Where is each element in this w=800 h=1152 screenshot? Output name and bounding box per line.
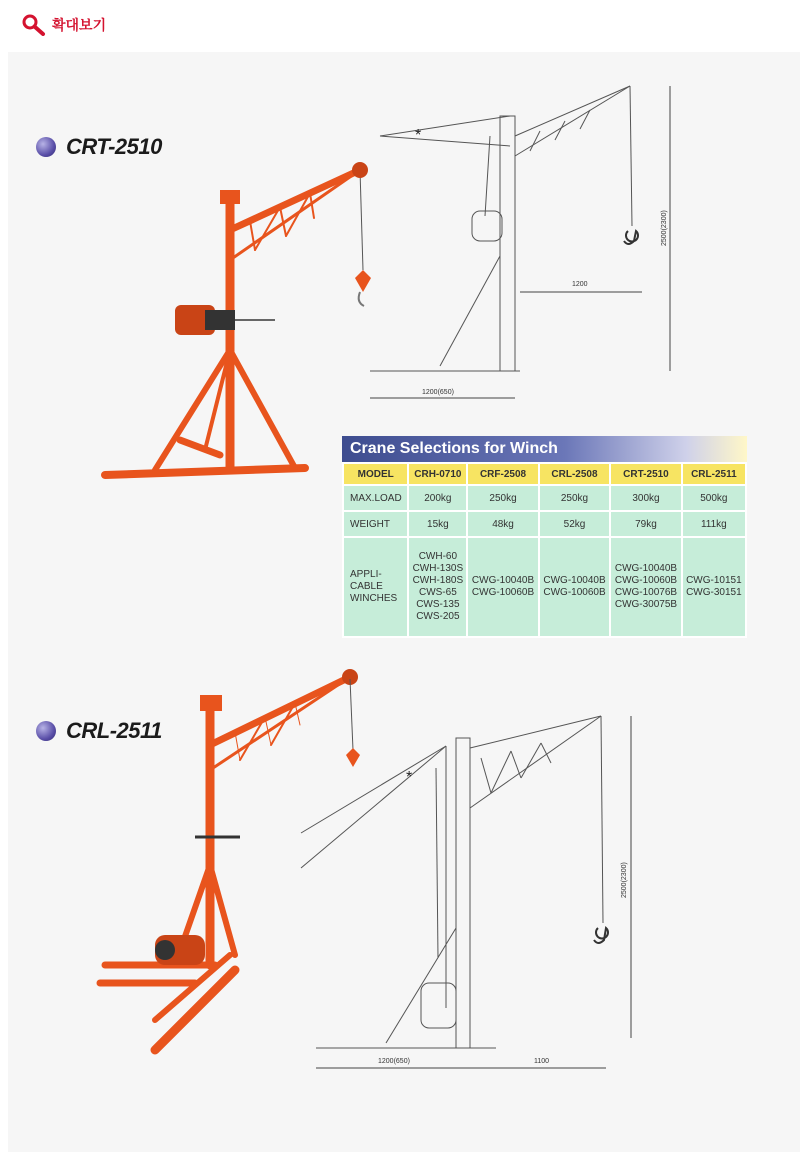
header-cell: CRL-2511 (683, 464, 745, 484)
model-name: CRT-2510 (66, 134, 162, 159)
row-label: WEIGHT (344, 512, 407, 536)
header-cell: CRF-2508 (468, 464, 537, 484)
table-cell: CWG-10040B CWG-10060B (540, 538, 609, 636)
table-header-row (344, 464, 745, 484)
row-label: MAX.LOAD (344, 486, 407, 510)
table-cell: CWG-10151 CWG-30151 (683, 538, 745, 636)
header-cell: CRL-2508 (540, 464, 609, 484)
table-cell: CWG-10040B CWG-10060B CWG-10076B CWG-30075B (611, 538, 680, 636)
header-cell: MODEL (344, 464, 407, 484)
table-cell: 250kg (468, 486, 537, 510)
dim-reach-label: 1100 (534, 1058, 550, 1065)
table-title: Crane Selections for Winch (342, 436, 747, 462)
header-cell: CRT-2510 (611, 464, 680, 484)
magnifier-icon (22, 14, 46, 36)
table-cell: CWG-10040B CWG-10060B (468, 538, 537, 636)
crane-selection-table (342, 436, 747, 638)
table-cell: 48kg (468, 512, 537, 536)
table-cell: CWH-60 CWH-130S CWH-180S CWS-65 CWS-135 CWS-205 (409, 538, 466, 636)
dim-base-label: 1200(650) (378, 1058, 410, 1065)
table-row (344, 538, 745, 636)
dim-height-label: 2500(2300) (661, 210, 668, 246)
dim-base-label: 1200(650) (422, 389, 454, 396)
zoom-button[interactable] (22, 14, 106, 36)
table-cell: 15kg (409, 512, 466, 536)
table-cell: 52kg (540, 512, 609, 536)
model-name: CRL-2511 (66, 718, 162, 743)
dim-height-label: 2500(2300) (621, 862, 628, 898)
bullet-icon (36, 721, 56, 741)
table-cell: 200kg (409, 486, 466, 510)
table-cell: 300kg (611, 486, 680, 510)
table-cell: 250kg (540, 486, 609, 510)
mark-1: * (415, 127, 422, 144)
spec-table (342, 462, 747, 638)
table-row (344, 486, 745, 510)
header-cell: CRH-0710 (409, 464, 466, 484)
zoom-label: 확대보기 (52, 18, 107, 34)
table-cell: 500kg (683, 486, 745, 510)
table-row (344, 512, 745, 536)
mark-2: * (406, 769, 413, 786)
top-bar (0, 0, 800, 52)
dim-reach-label: 1200 (572, 281, 588, 288)
table-cell: 79kg (611, 512, 680, 536)
dimension-drawing-crl-2511 (296, 708, 636, 1078)
table-cell: 111kg (683, 512, 745, 536)
dimension-drawing-crt-2510 (360, 76, 690, 416)
row-label: APPLI- CABLE WINCHES (344, 538, 407, 636)
bullet-icon (36, 137, 56, 157)
